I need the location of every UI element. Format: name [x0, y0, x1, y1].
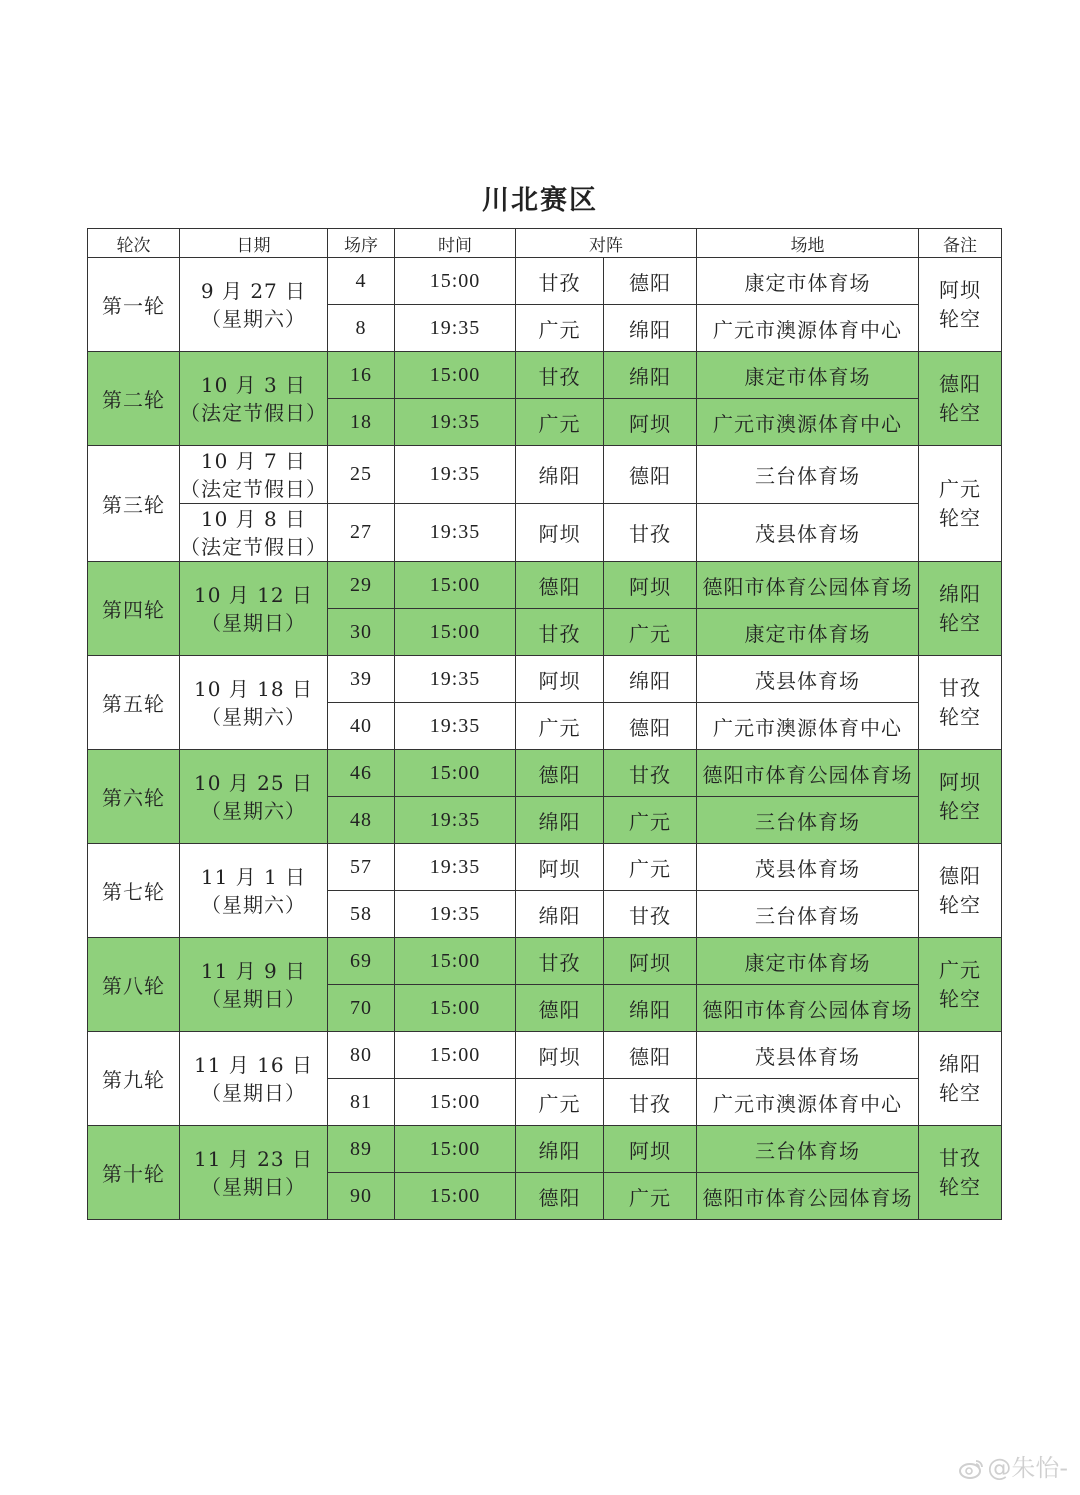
venue-cell: 三台体育场	[697, 1126, 919, 1173]
time-cell: 19:35	[395, 504, 516, 562]
time-cell: 15:00	[395, 352, 516, 399]
table-row	[88, 562, 1002, 609]
time-cell: 15:00	[395, 1126, 516, 1173]
venue-cell: 德阳市体育公园体育场	[697, 1173, 919, 1220]
date-cell-line: （法定节假日）	[180, 476, 327, 501]
home-team-cell: 绵阳	[516, 1126, 604, 1173]
venue-cell: 茂县体育场	[697, 656, 919, 703]
table-row	[88, 656, 1002, 703]
date-cell	[180, 938, 328, 1032]
match-no-cell: 30	[328, 609, 395, 656]
date-cell-line: 11 月 23 日	[194, 1146, 313, 1171]
match-no-cell: 48	[328, 797, 395, 844]
home-team-cell: 阿坝	[516, 1032, 604, 1079]
away-team-cell: 德阳	[604, 446, 697, 504]
time-cell: 19:35	[395, 399, 516, 446]
date-cell-line: 10 月 3 日	[200, 372, 307, 397]
date-cell	[180, 258, 328, 352]
round-cell: 第八轮	[88, 938, 180, 1032]
date-cell-line: 10 月 18 日	[194, 676, 313, 701]
venue-cell: 德阳市体育公园体育场	[697, 750, 919, 797]
match-no-cell: 8	[328, 305, 395, 352]
time-cell: 19:35	[395, 446, 516, 504]
away-team-cell: 绵阳	[604, 352, 697, 399]
date-cell	[180, 352, 328, 446]
match-no-cell: 39	[328, 656, 395, 703]
note-cell-line: 轮空	[939, 610, 981, 635]
match-no-cell: 69	[328, 938, 395, 985]
match-no-cell: 57	[328, 844, 395, 891]
venue-cell: 三台体育场	[697, 446, 919, 504]
time-cell: 15:00	[395, 1079, 516, 1126]
away-team-cell: 广元	[604, 797, 697, 844]
date-cell	[180, 656, 328, 750]
date-cell-line: 11 月 16 日	[194, 1052, 313, 1077]
away-team-cell: 德阳	[604, 258, 697, 305]
venue-cell: 德阳市体育公园体育场	[697, 562, 919, 609]
time-cell: 19:35	[395, 703, 516, 750]
date-cell-line: 10 月 8 日	[200, 506, 307, 531]
table-row	[88, 938, 1002, 985]
match-no-cell: 29	[328, 562, 395, 609]
time-cell: 19:35	[395, 891, 516, 938]
home-team-cell: 绵阳	[516, 446, 604, 504]
round-cell: 第七轮	[88, 844, 180, 938]
time-cell: 19:35	[395, 797, 516, 844]
venue-cell: 康定市体育场	[697, 352, 919, 399]
date-cell-line: （星期六）	[201, 798, 306, 823]
note-cell	[919, 656, 1002, 750]
note-cell-line: 广元	[939, 476, 981, 501]
away-team-cell: 阿坝	[604, 562, 697, 609]
home-team-cell: 甘孜	[516, 609, 604, 656]
time-cell: 15:00	[395, 609, 516, 656]
note-cell	[919, 750, 1002, 844]
home-team-cell: 广元	[516, 399, 604, 446]
note-cell-line: 绵阳	[939, 1051, 981, 1076]
away-team-cell: 阿坝	[604, 399, 697, 446]
page-title: 川北赛区	[482, 185, 598, 216]
match-no-cell: 80	[328, 1032, 395, 1079]
note-cell-line: 绵阳	[939, 581, 981, 606]
date-cell-line: （法定节假日）	[180, 400, 327, 425]
time-cell: 15:00	[395, 258, 516, 305]
header-matchup: 对阵	[516, 229, 697, 258]
away-team-cell: 德阳	[604, 1032, 697, 1079]
home-team-cell: 绵阳	[516, 891, 604, 938]
date-cell-line: （法定节假日）	[180, 534, 327, 559]
venue-cell: 康定市体育场	[697, 609, 919, 656]
note-cell-line: 甘孜	[939, 1145, 981, 1170]
time-cell: 15:00	[395, 562, 516, 609]
date-cell-line: （星期六）	[201, 892, 306, 917]
table-row	[88, 844, 1002, 891]
note-cell-line: 轮空	[939, 1174, 981, 1199]
date-cell	[180, 750, 328, 844]
round-cell: 第三轮	[88, 446, 180, 562]
note-cell-line: 轮空	[939, 505, 981, 530]
header-date: 日期	[180, 229, 328, 258]
date-cell-line: （星期日）	[201, 610, 306, 635]
schedule-table	[87, 228, 1002, 1220]
time-cell: 15:00	[395, 1173, 516, 1220]
round-cell: 第六轮	[88, 750, 180, 844]
away-team-cell: 甘孜	[604, 750, 697, 797]
home-team-cell: 阿坝	[516, 656, 604, 703]
note-cell	[919, 258, 1002, 352]
venue-cell: 三台体育场	[697, 891, 919, 938]
venue-cell: 广元市澳源体育中心	[697, 399, 919, 446]
table-row	[88, 1126, 1002, 1173]
match-no-cell: 58	[328, 891, 395, 938]
away-team-cell: 阿坝	[604, 938, 697, 985]
date-cell-line: （星期六）	[201, 306, 306, 331]
venue-cell: 茂县体育场	[697, 844, 919, 891]
date-cell-line: 11 月 1 日	[200, 864, 307, 889]
home-team-cell: 德阳	[516, 1173, 604, 1220]
note-cell-line: 轮空	[939, 1080, 981, 1105]
venue-cell: 茂县体育场	[697, 504, 919, 562]
home-team-cell: 广元	[516, 305, 604, 352]
date-cell-line: 10 月 25 日	[194, 770, 313, 795]
venue-cell: 康定市体育场	[697, 258, 919, 305]
date-cell-line: （星期日）	[201, 986, 306, 1011]
match-no-cell: 90	[328, 1173, 395, 1220]
time-cell: 15:00	[395, 985, 516, 1032]
round-cell: 第九轮	[88, 1032, 180, 1126]
match-no-cell: 27	[328, 504, 395, 562]
date-cell-line: 10 月 7 日	[200, 448, 307, 473]
note-cell	[919, 844, 1002, 938]
date-cell	[180, 446, 328, 504]
round-cell: 第十轮	[88, 1126, 180, 1220]
date-cell	[180, 504, 328, 562]
match-no-cell: 4	[328, 258, 395, 305]
header-row	[88, 229, 1002, 258]
round-cell: 第四轮	[88, 562, 180, 656]
home-team-cell: 德阳	[516, 985, 604, 1032]
away-team-cell: 德阳	[604, 703, 697, 750]
match-no-cell: 81	[328, 1079, 395, 1126]
match-no-cell: 16	[328, 352, 395, 399]
note-cell	[919, 1032, 1002, 1126]
match-no-cell: 25	[328, 446, 395, 504]
venue-cell: 茂县体育场	[697, 1032, 919, 1079]
away-team-cell: 广元	[604, 609, 697, 656]
note-cell	[919, 1126, 1002, 1220]
table-row	[88, 750, 1002, 797]
note-cell-line: 德阳	[939, 863, 981, 888]
time-cell: 19:35	[395, 305, 516, 352]
away-team-cell: 绵阳	[604, 656, 697, 703]
note-cell-line: 广元	[939, 957, 981, 982]
note-cell	[919, 938, 1002, 1032]
date-cell	[180, 1126, 328, 1220]
table-row	[88, 258, 1002, 305]
home-team-cell: 甘孜	[516, 938, 604, 985]
date-cell-line: （星期日）	[201, 1080, 306, 1105]
date-cell-line: 10 月 12 日	[194, 582, 313, 607]
match-no-cell: 40	[328, 703, 395, 750]
venue-cell: 康定市体育场	[697, 938, 919, 985]
table-row	[88, 352, 1002, 399]
time-cell: 19:35	[395, 844, 516, 891]
note-cell	[919, 352, 1002, 446]
venue-cell: 广元市澳源体育中心	[697, 703, 919, 750]
date-cell-line: 11 月 9 日	[200, 958, 307, 983]
note-cell-line: 轮空	[939, 986, 981, 1011]
weibo-watermark	[959, 1448, 1068, 1483]
date-cell	[180, 844, 328, 938]
home-team-cell: 德阳	[516, 750, 604, 797]
away-team-cell: 甘孜	[604, 891, 697, 938]
away-team-cell: 绵阳	[604, 985, 697, 1032]
venue-cell: 德阳市体育公园体育场	[697, 985, 919, 1032]
match-no-cell: 18	[328, 399, 395, 446]
venue-cell: 三台体育场	[697, 797, 919, 844]
date-cell-line: （星期六）	[201, 704, 306, 729]
note-cell-line: 阿坝	[939, 769, 981, 794]
header-round: 轮次	[88, 229, 180, 258]
date-cell-line: 9 月 27 日	[200, 278, 307, 303]
venue-cell: 广元市澳源体育中心	[697, 305, 919, 352]
match-no-cell: 46	[328, 750, 395, 797]
match-no-cell: 70	[328, 985, 395, 1032]
header-note: 备注	[919, 229, 1002, 258]
table-row	[88, 446, 1002, 504]
time-cell: 19:35	[395, 656, 516, 703]
away-team-cell: 广元	[604, 844, 697, 891]
home-team-cell: 广元	[516, 703, 604, 750]
home-team-cell: 阿坝	[516, 504, 604, 562]
round-cell: 第五轮	[88, 656, 180, 750]
time-cell: 15:00	[395, 750, 516, 797]
date-cell	[180, 562, 328, 656]
watermark-text: @朱怡-	[987, 1454, 1068, 1482]
note-cell-line: 轮空	[939, 400, 981, 425]
note-cell-line: 甘孜	[939, 675, 981, 700]
note-cell	[919, 446, 1002, 562]
time-cell: 15:00	[395, 1032, 516, 1079]
note-cell-line: 轮空	[939, 306, 981, 331]
table-row	[88, 504, 1002, 562]
round-cell: 第二轮	[88, 352, 180, 446]
away-team-cell: 阿坝	[604, 1126, 697, 1173]
home-team-cell: 甘孜	[516, 258, 604, 305]
away-team-cell: 甘孜	[604, 1079, 697, 1126]
venue-cell: 广元市澳源体育中心	[697, 1079, 919, 1126]
match-no-cell: 89	[328, 1126, 395, 1173]
note-cell-line: 轮空	[939, 704, 981, 729]
date-cell-line: （星期日）	[201, 1174, 306, 1199]
home-team-cell: 绵阳	[516, 797, 604, 844]
home-team-cell: 甘孜	[516, 352, 604, 399]
weibo-icon	[959, 1458, 985, 1480]
home-team-cell: 广元	[516, 1079, 604, 1126]
home-team-cell: 阿坝	[516, 844, 604, 891]
note-cell-line: 德阳	[939, 371, 981, 396]
header-match-no: 场序	[328, 229, 395, 258]
note-cell-line: 轮空	[939, 798, 981, 823]
table-row	[88, 1032, 1002, 1079]
home-team-cell: 德阳	[516, 562, 604, 609]
header-time: 时间	[395, 229, 516, 258]
header-venue: 场地	[697, 229, 919, 258]
note-cell	[919, 562, 1002, 656]
away-team-cell: 广元	[604, 1173, 697, 1220]
date-cell	[180, 1032, 328, 1126]
note-cell-line: 轮空	[939, 892, 981, 917]
note-cell-line: 阿坝	[939, 277, 981, 302]
round-cell: 第一轮	[88, 258, 180, 352]
away-team-cell: 甘孜	[604, 504, 697, 562]
time-cell: 15:00	[395, 938, 516, 985]
away-team-cell: 绵阳	[604, 305, 697, 352]
